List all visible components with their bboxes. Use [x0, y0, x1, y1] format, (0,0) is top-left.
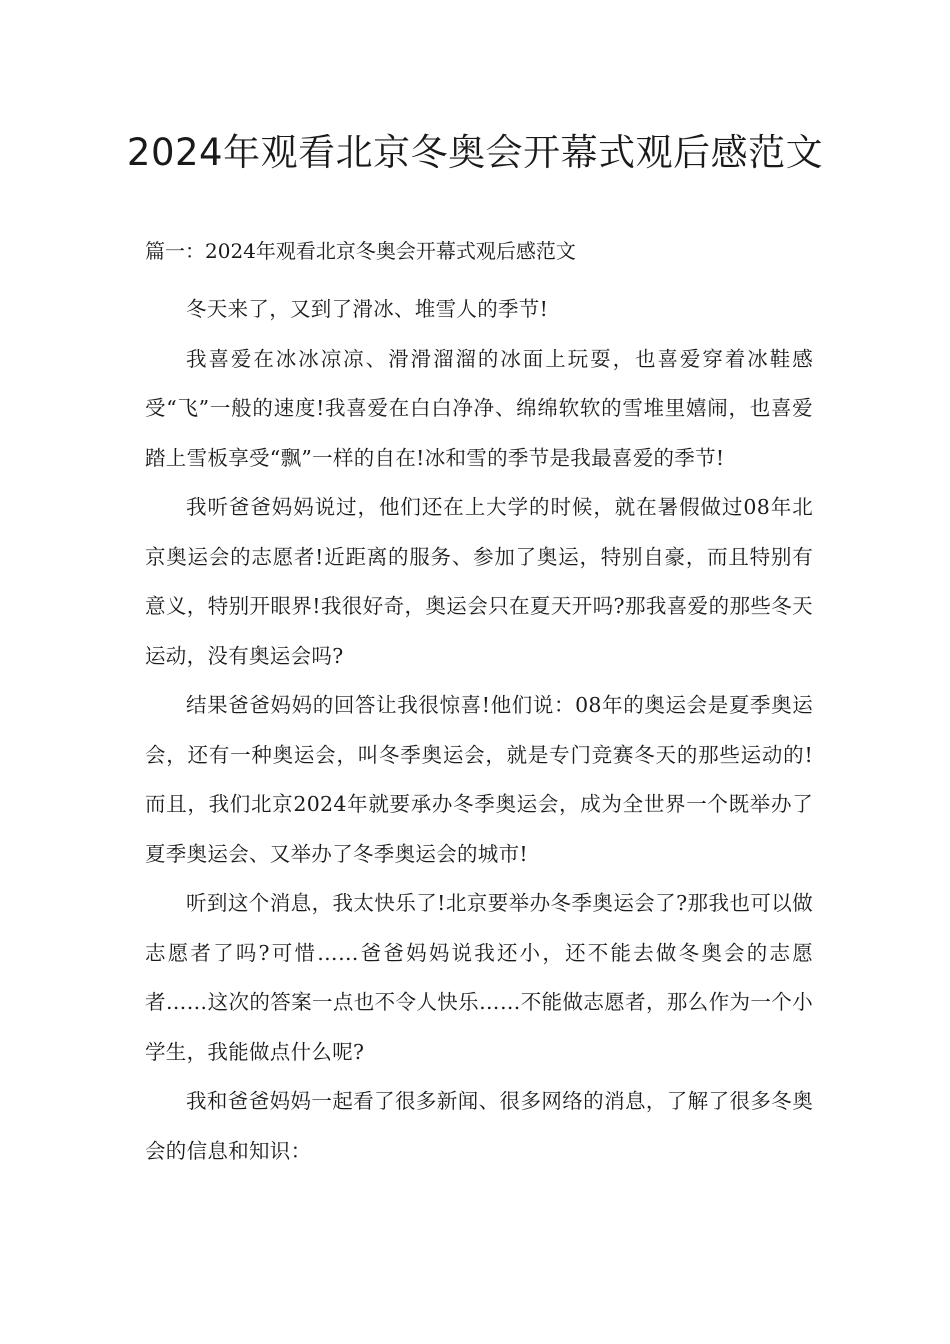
paragraph: 冬天来了，又到了滑冰、堆雪人的季节! — [186, 297, 549, 321]
paragraph: 我喜爱在冰冰凉凉、滑滑溜溜的冰面上玩耍，也喜爱穿着冰鞋感受“飞”一般的速度!我喜爱在白白净净、绵绵软软的雪堆里嬉闹，也喜爱踏上雪板享受“飘”一样的自在!冰和雪的季节是我最喜爱的季节! — [145, 346, 813, 470]
section-heading: 篇一：2024年观看北京冬奥会开幕式观后感范文 — [145, 239, 576, 263]
paragraph: 结果爸爸妈妈的回答让我很惊喜!他们说：08年的奥运会是夏季奥运会，还有一种奥运会，叫冬季奥运会，就是专门竞赛冬天的那些运动的!而且，我们北京2024年就要承办冬季奥运会，成为全世界一个既举办了夏季奥运会、又举办了冬季奥运会的城市! — [145, 693, 813, 866]
paragraph: 我和爸爸妈妈一起看了很多新闻、很多网络的消息，了解了很多冬奥会的信息和知识： — [145, 1089, 813, 1163]
paragraph: 我听爸爸妈妈说过，他们还在上大学的时候，就在暑假做过08年北京奥运会的志愿者!近距离的服务、参加了奥运，特别自豪，而且特别有意义，特别开眼界!我很好奇，奥运会只在夏天开吗?那我喜爱的那些冬天运动，没有奥运会吗? — [145, 495, 813, 668]
paragraph: 听到这个消息，我太快乐了!北京要举办冬季奥运会了?那我也可以做志愿者了吗?可惜……爸爸妈妈说我还小，还不能去做冬奥会的志愿者……这次的答案一点也不令人快乐……不能做志愿者，那么作为一个小学生，我能做点什么呢? — [145, 891, 813, 1064]
body-text — [145, 285, 813, 1176]
document-title: 2024年观看北京冬奥会开幕式观后感范文 — [126, 131, 824, 174]
